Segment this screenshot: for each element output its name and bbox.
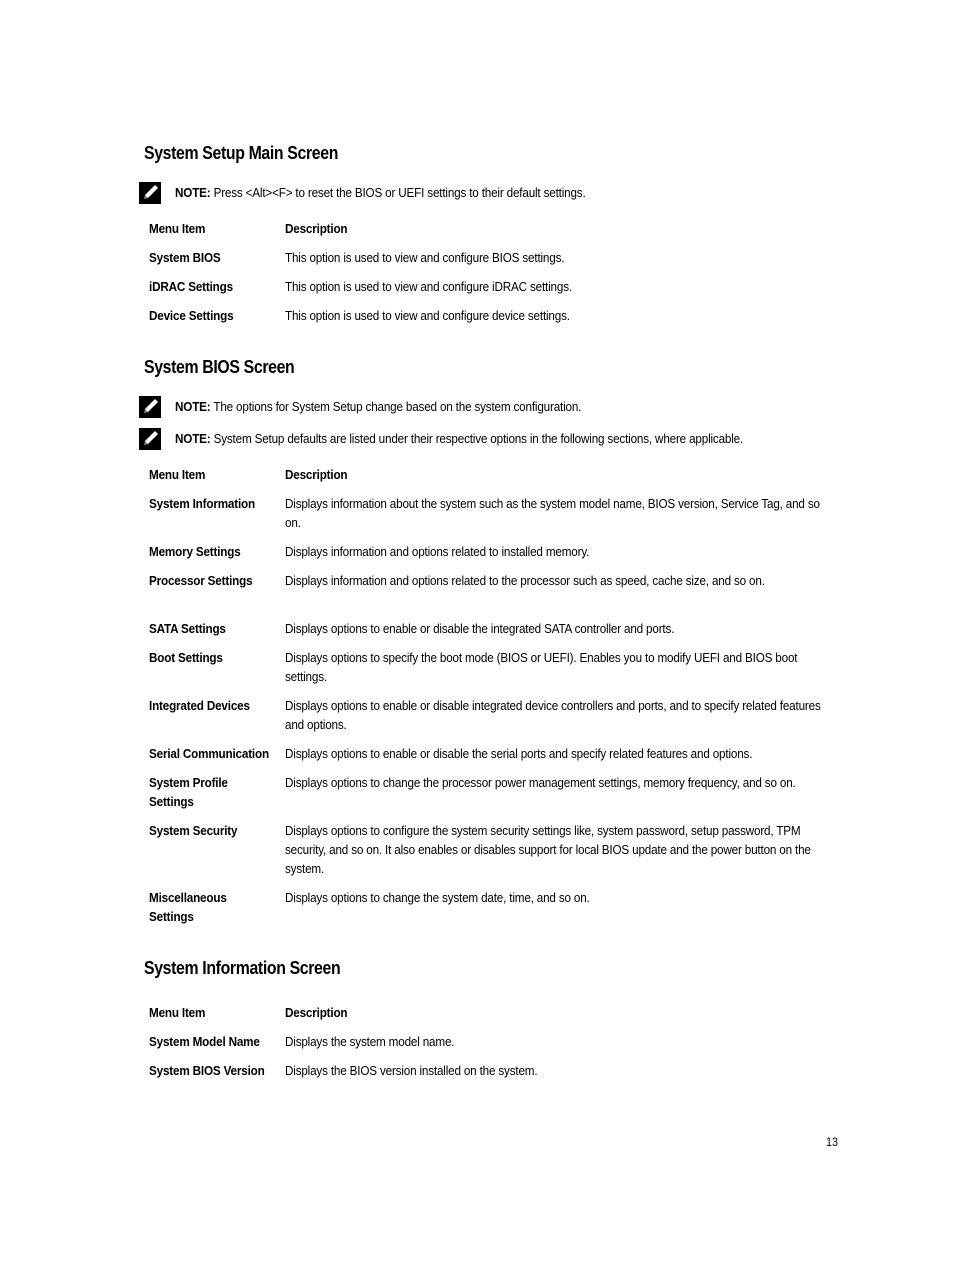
section-title-system-information: System Information Screen: [144, 958, 341, 978]
note: [139, 396, 839, 420]
table-row: [149, 619, 839, 648]
page-number: 13: [826, 1135, 839, 1149]
table-row: [149, 542, 839, 571]
note: [139, 182, 839, 206]
table-row: [149, 821, 839, 888]
section-title-system-bios: System BIOS Screen: [144, 357, 295, 377]
description: Displays options to enable or disable the integrated SATA controller and ports.: [285, 621, 675, 636]
menu-table: [149, 465, 839, 936]
description: Displays options to change the processor power management settings, memory frequency, and so on.: [285, 775, 796, 790]
menu-item: Miscellaneous Settings: [149, 890, 227, 924]
table-row: [149, 248, 839, 277]
menu-item: Memory Settings: [149, 544, 241, 559]
table-row: [149, 1061, 839, 1090]
menu-item: System Profile Settings: [149, 775, 228, 809]
menu-table: [149, 1003, 839, 1090]
table-header: [149, 219, 839, 248]
note-text: NOTE: System Setup defaults are listed under their respective options in the following sections, where applicable.: [175, 431, 744, 446]
description: This option is used to view and configure device settings.: [285, 308, 570, 323]
menu-item: SATA Settings: [149, 621, 226, 636]
description: Displays options to enable or disable integrated device controllers and ports, and to specify related features and options.: [285, 698, 821, 732]
pencil-note-icon: [139, 182, 161, 204]
header-description: Description: [285, 1005, 348, 1020]
description: This option is used to view and configure iDRAC settings.: [285, 279, 572, 294]
description: Displays information and options related to the processor such as speed, cache size, and so on.: [285, 573, 765, 588]
table-row: [149, 571, 839, 619]
description: Displays the system model name.: [285, 1034, 455, 1049]
menu-item: Processor Settings: [149, 573, 253, 588]
table-row: [149, 744, 839, 773]
pencil-note-icon: [139, 396, 161, 418]
menu-item: Integrated Devices: [149, 698, 250, 713]
table-row: [149, 696, 839, 744]
table-row: [149, 773, 839, 821]
table-row: [149, 494, 839, 542]
table-row: [149, 306, 839, 335]
menu-item: System Security: [149, 823, 238, 838]
description: Displays the BIOS version installed on the system.: [285, 1063, 538, 1078]
table-row: [149, 277, 839, 306]
table-header: [149, 1003, 839, 1032]
description: Displays information and options related to installed memory.: [285, 544, 590, 559]
menu-item: Boot Settings: [149, 650, 223, 665]
table-row: [149, 1032, 839, 1061]
note: [139, 428, 839, 452]
table-row: [149, 648, 839, 696]
description: Displays options to specify the boot mode (BIOS or UEFI). Enables you to modify UEFI and BIOS boot settings.: [285, 650, 798, 684]
table-header: [149, 465, 839, 494]
menu-item: Device Settings: [149, 308, 234, 323]
menu-item: Serial Communication: [149, 746, 269, 761]
table-row: [149, 888, 839, 936]
note-text: NOTE: The options for System Setup change based on the system configuration.: [175, 399, 582, 414]
menu-item: iDRAC Settings: [149, 279, 233, 294]
header-menu-item: Menu Item: [149, 1005, 206, 1020]
description: Displays options to change the system date, time, and so on.: [285, 890, 590, 905]
pencil-note-icon: [139, 428, 161, 450]
header-menu-item: Menu Item: [149, 221, 206, 236]
menu-item: System Information: [149, 496, 255, 511]
description: Displays options to configure the system security settings like, system password, setup password, TPM security, and so on. It also enables or disables support for local BIOS update and the power button on the system.: [285, 823, 811, 876]
description: This option is used to view and configure BIOS settings.: [285, 250, 565, 265]
section-title-system-setup-main: System Setup Main Screen: [144, 143, 339, 163]
header-description: Description: [285, 467, 348, 482]
description: Displays information about the system such as the system model name, BIOS version, Service Tag, and so on.: [285, 496, 820, 530]
menu-item: System BIOS Version: [149, 1063, 265, 1078]
menu-table: [149, 219, 839, 335]
description: Displays options to enable or disable the serial ports and specify related features and options.: [285, 746, 753, 761]
header-description: Description: [285, 221, 348, 236]
menu-item: System Model Name: [149, 1034, 260, 1049]
header-menu-item: Menu Item: [149, 467, 206, 482]
menu-item: System BIOS: [149, 250, 221, 265]
note-text: NOTE: Press <Alt><F> to reset the BIOS or UEFI settings to their default settings.: [175, 185, 586, 200]
